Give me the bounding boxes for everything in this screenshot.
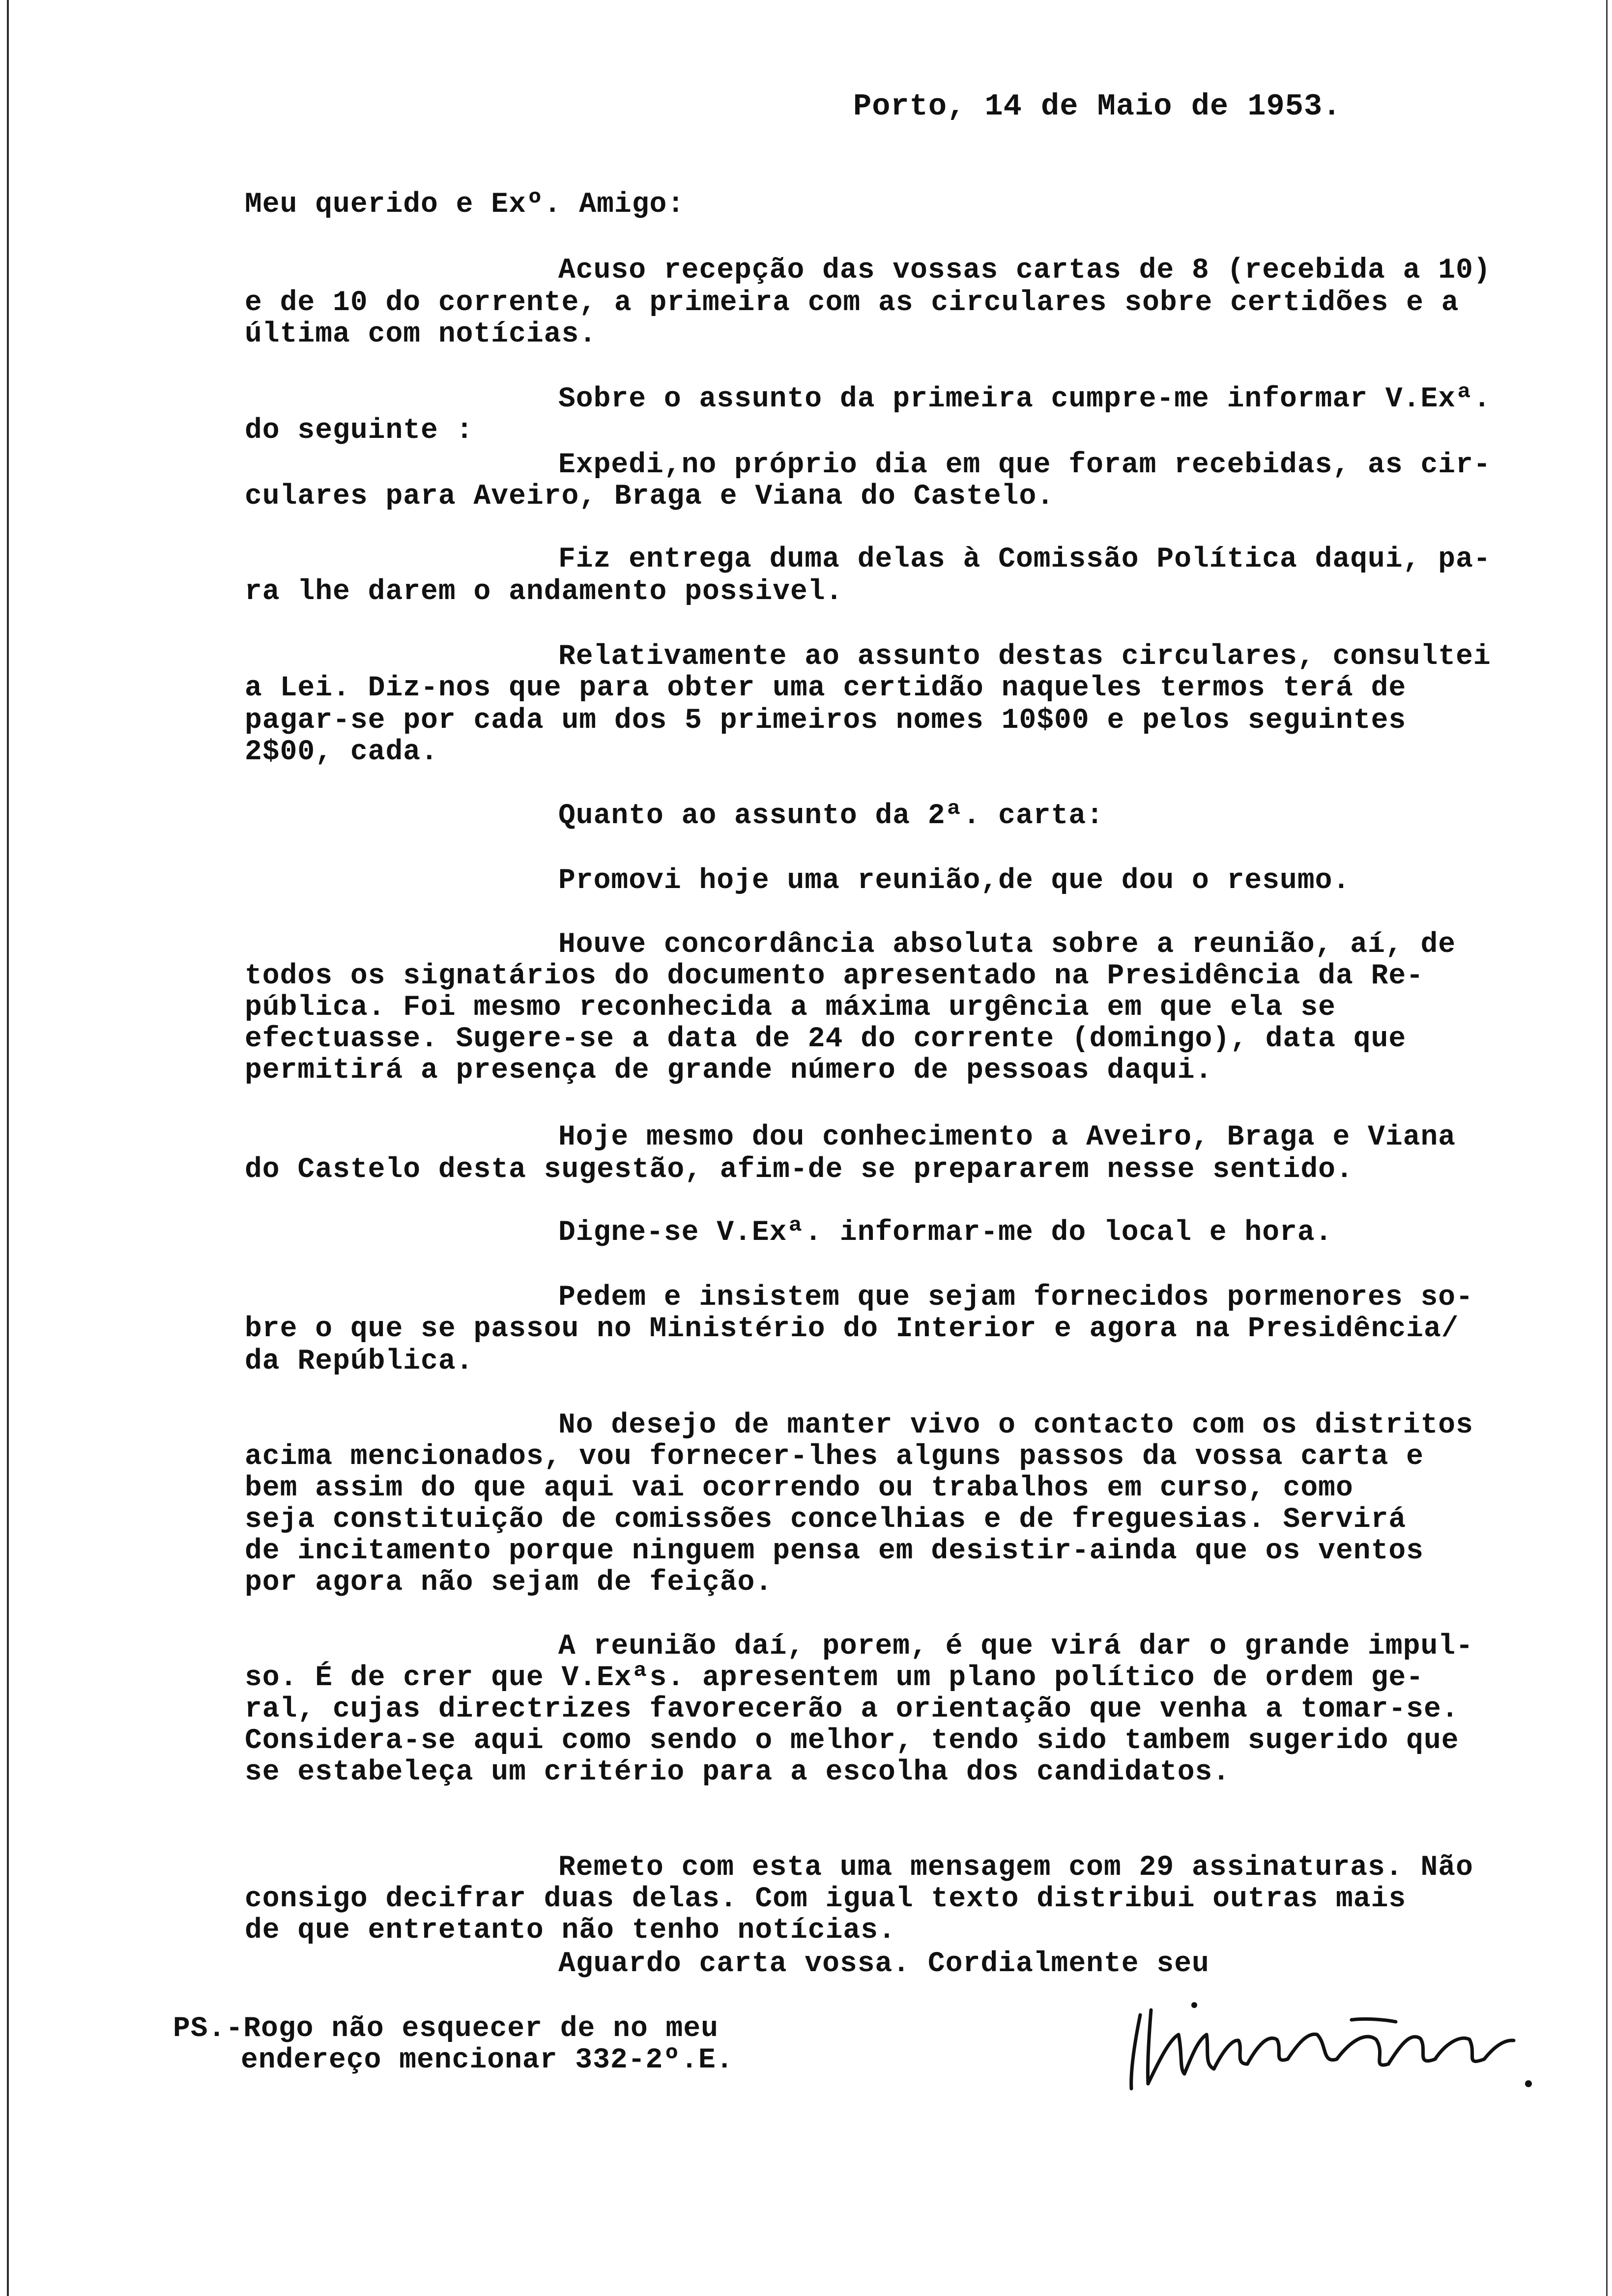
paragraph-13-line-1: A reunião daí, porem, é que virá dar o grande impul- (558, 1631, 1473, 1663)
paragraph-13-line-5: se estabeleça um critério para a escolha dos candidatos. (245, 1756, 1231, 1788)
handwritten-signature (1121, 1985, 1543, 2103)
closing-line: Aguardo carta vossa. Cordialmente seu (558, 1948, 1209, 1980)
paragraph-1-line-2: e de 10 do corrente, a primeira com as circulares sobre certidões e a (245, 287, 1459, 319)
paragraph-8-line-1: Houve concordância absoluta sobre a reunião, aí, de (558, 929, 1456, 961)
paragraph-7-line-1: Promovi hoje uma reunião,de que dou o resumo. (558, 865, 1351, 897)
paragraph-8-line-4: efectuasse. Sugere-se a data de 24 do corrente (domingo), data que (245, 1023, 1407, 1055)
paragraph-13-line-3: ral, cujas directrizes favorecerão a orientação que venha a tomar-se. (245, 1693, 1459, 1725)
paragraph-12-line-4: seja constituição de comissões concelhias e de freguesias. Servirá (245, 1504, 1407, 1536)
paragraph-2-line-1: Sobre o assunto da primeira cumpre-me informar V.Exª. (558, 383, 1491, 415)
paragraph-1-line-1: Acuso recepção das vossas cartas de 8 (recebida a 10) (558, 255, 1491, 287)
paragraph-12-line-6: por agora não sejam de feição. (245, 1567, 773, 1599)
paragraph-1-line-3: última com notícias. (245, 318, 597, 350)
paragraph-4-line-1: Fiz entrega duma delas à Comissão Política daqui, pa- (558, 544, 1491, 575)
paragraph-11-line-3: da República. (245, 1346, 474, 1378)
paragraph-9-line-1: Hoje mesmo dou conhecimento a Aveiro, Braga e Viana (558, 1121, 1456, 1153)
postscript-line-1: PS.-Rogo não esquecer de no meu (173, 2013, 719, 2045)
paragraph-5-line-4: 2$00, cada. (245, 736, 438, 768)
paragraph-11-line-2: bre o que se passou no Ministério do Interior e agora na Presidência/ (245, 1313, 1459, 1345)
paragraph-10-line-1: Digne-se V.Exª. informar-me do local e hora. (558, 1217, 1333, 1249)
paragraph-4-line-2: ra lhe darem o andamento possivel. (245, 576, 843, 608)
letter-date: Porto, 14 de Maio de 1953. (853, 89, 1342, 124)
paragraph-3-line-1: Expedi,no próprio dia em que foram recebidas, as cir- (558, 449, 1491, 481)
paragraph-14-line-3: de que entretanto não tenho notícias. (245, 1915, 896, 1947)
paragraph-3-line-2: culares para Aveiro, Braga e Viana do Castelo. (245, 481, 1055, 513)
paragraph-6-line-1: Quanto ao assunto da 2ª. carta: (558, 800, 1104, 832)
scan-edge-left (7, 0, 9, 2296)
paragraph-8-line-3: pública. Foi mesmo reconhecida a máxima urgência em que ela se (245, 992, 1336, 1024)
paragraph-13-line-4: Considera-se aqui como sendo o melhor, tendo sido tambem sugerido que (245, 1725, 1459, 1757)
paragraph-12-line-2: acima mencionados, vou fornecer-lhes alguns passos da vossa carta e (245, 1441, 1424, 1473)
paragraph-12-line-1: No desejo de manter vivo o contacto com os distritos (558, 1409, 1473, 1441)
paragraph-12-line-3: bem assim do que aqui vai ocorrendo ou trabalhos em curso, como (245, 1472, 1353, 1504)
postscript-line-2: endereço mencionar 332-2º.E. (241, 2044, 734, 2076)
paragraph-8-line-2: todos os signatários do documento apresentado na Presidência da Re- (245, 960, 1424, 992)
paragraph-13-line-2: so. É de crer que V.Exªs. apresentem um plano político de ordem ge- (245, 1662, 1424, 1694)
paragraph-5-line-3: pagar-se por cada um dos 5 primeiros nomes 10$00 e pelos seguintes (245, 705, 1407, 737)
scan-edge-right (1606, 0, 1608, 2296)
paragraph-14-line-1: Remeto com esta uma mensagem com 29 assinaturas. Não (558, 1852, 1473, 1884)
paragraph-2-line-2: do seguinte : (245, 415, 474, 447)
paragraph-9-line-2: do Castelo desta sugestão, afim-de se prepararem nesse sentido. (245, 1154, 1353, 1186)
paragraph-11-line-1: Pedem e insistem que sejam fornecidos pormenores so- (558, 1282, 1473, 1314)
paragraph-5-line-1: Relativamente ao assunto destas circulares, consultei (558, 641, 1491, 673)
paragraph-14-line-2: consigo decifrar duas delas. Com igual texto distribui outras mais (245, 1883, 1407, 1915)
salutation: Meu querido e Exº. Amigo: (245, 189, 685, 221)
paragraph-12-line-5: de incitamento porque ninguem pensa em desistir-ainda que os ventos (245, 1535, 1424, 1567)
paragraph-5-line-2: a Lei. Diz-nos que para obter uma certidão naqueles termos terá de (245, 672, 1407, 704)
paragraph-8-line-5: permitirá a presença de grande número de pessoas daqui. (245, 1055, 1213, 1087)
